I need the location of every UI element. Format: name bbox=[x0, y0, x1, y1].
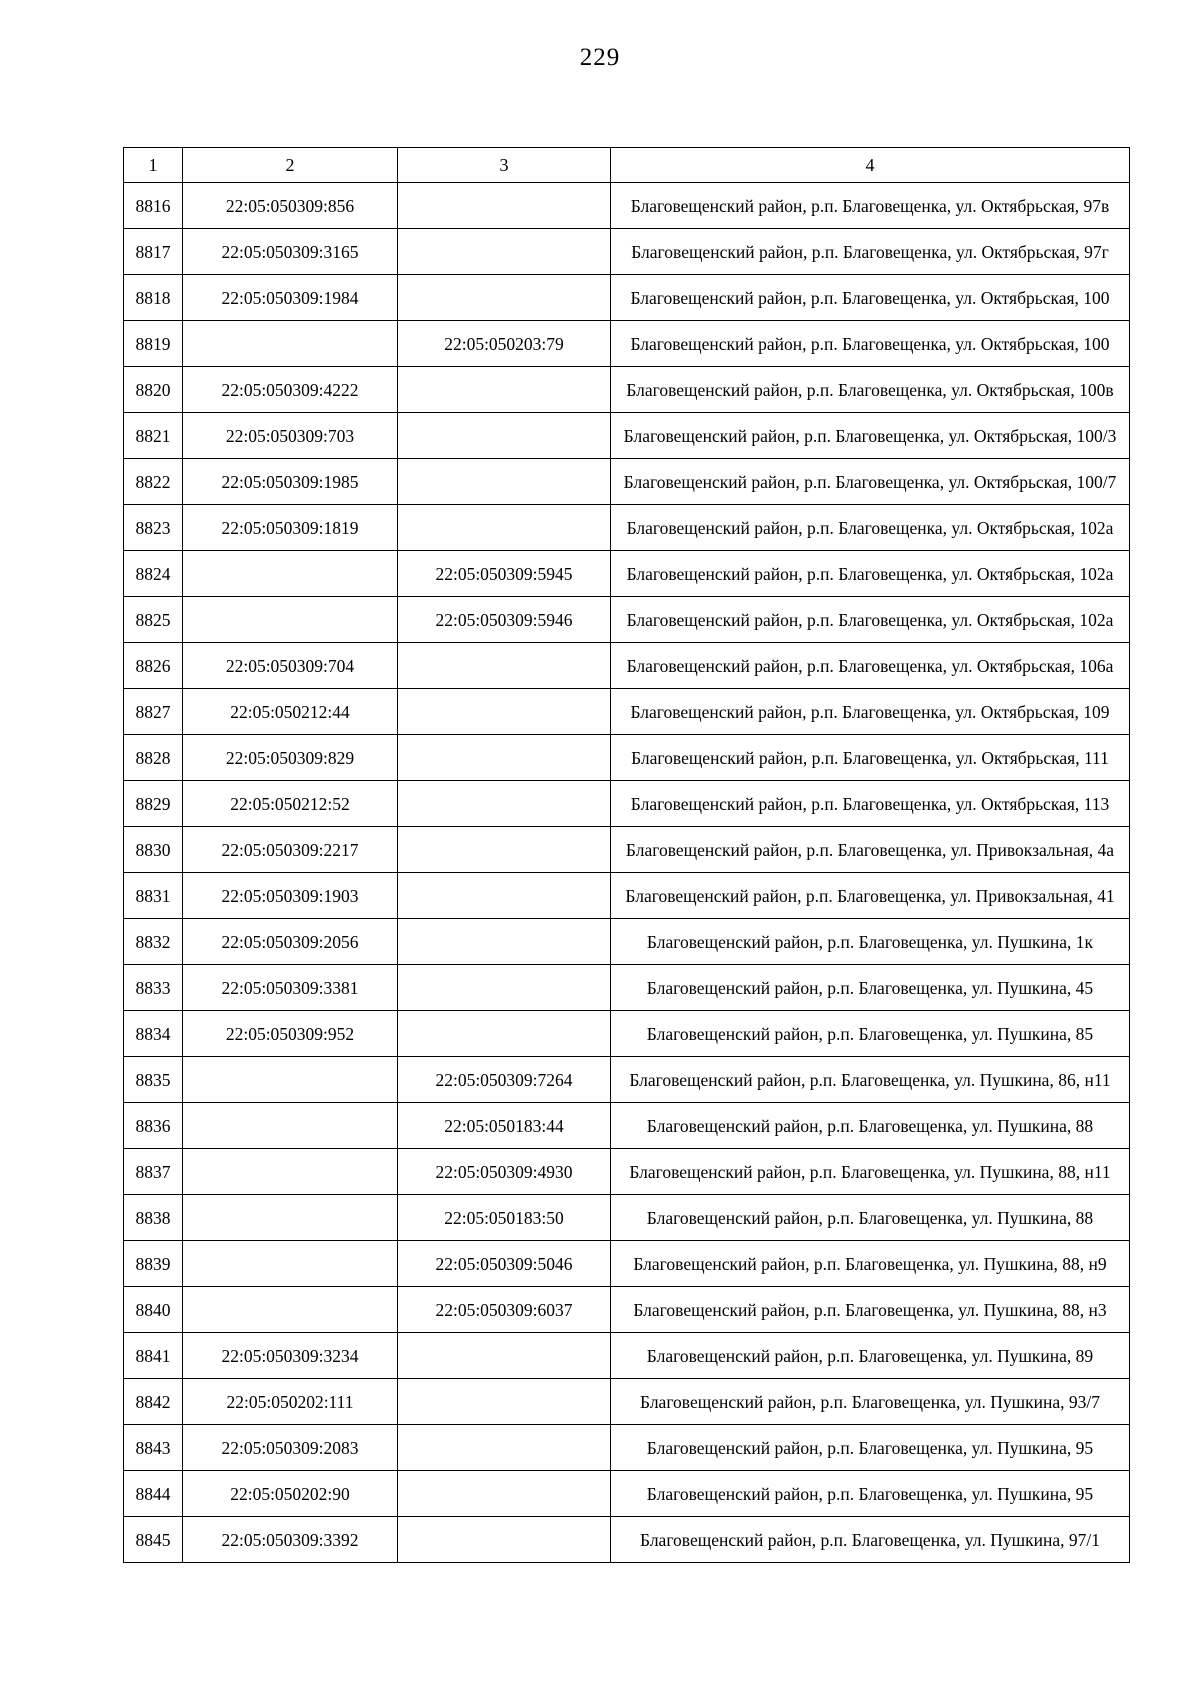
address-cell: Благовещенский район, р.п. Благовещенка, ул. Октябрьская, 102а bbox=[611, 551, 1130, 597]
row-number-cell: 8834 bbox=[124, 1011, 183, 1057]
cadastral-number-alt-cell bbox=[398, 827, 611, 873]
table-row bbox=[124, 1471, 1130, 1517]
row-number-cell: 8843 bbox=[124, 1425, 183, 1471]
row-number-cell: 8828 bbox=[124, 735, 183, 781]
row-number-cell: 8818 bbox=[124, 275, 183, 321]
table-row bbox=[124, 827, 1130, 873]
cadastral-number-alt-cell bbox=[398, 1011, 611, 1057]
cadastral-number-cell: 22:05:050309:3165 bbox=[183, 229, 398, 275]
row-number-cell: 8827 bbox=[124, 689, 183, 735]
row-number-cell: 8832 bbox=[124, 919, 183, 965]
row-number-cell: 8833 bbox=[124, 965, 183, 1011]
header-col-3: 3 bbox=[398, 148, 611, 183]
table-row bbox=[124, 367, 1130, 413]
cadastral-number-alt-cell: 22:05:050183:50 bbox=[398, 1195, 611, 1241]
cadastral-number-alt-cell bbox=[398, 183, 611, 229]
table-row bbox=[124, 1379, 1130, 1425]
row-number-cell: 8820 bbox=[124, 367, 183, 413]
cadastral-number-alt-cell bbox=[398, 275, 611, 321]
cadastral-number-alt-cell: 22:05:050309:4930 bbox=[398, 1149, 611, 1195]
table-row bbox=[124, 1195, 1130, 1241]
cadastral-number-alt-cell bbox=[398, 735, 611, 781]
row-number-cell: 8822 bbox=[124, 459, 183, 505]
address-cell: Благовещенский район, р.п. Благовещенка, ул. Октябрьская, 106а bbox=[611, 643, 1130, 689]
address-cell: Благовещенский район, р.п. Благовещенка, ул. Октябрьская, 100/7 bbox=[611, 459, 1130, 505]
table-row bbox=[124, 965, 1130, 1011]
cadastral-number-alt-cell bbox=[398, 1425, 611, 1471]
row-number-cell: 8844 bbox=[124, 1471, 183, 1517]
address-cell: Благовещенский район, р.п. Благовещенка, ул. Октябрьская, 113 bbox=[611, 781, 1130, 827]
cadastral-number-alt-cell: 22:05:050309:5945 bbox=[398, 551, 611, 597]
cadastral-number-cell: 22:05:050309:703 bbox=[183, 413, 398, 459]
address-cell: Благовещенский район, р.п. Благовещенка, ул. Пушкина, 88 bbox=[611, 1195, 1130, 1241]
table-row bbox=[124, 229, 1130, 275]
address-cell: Благовещенский район, р.п. Благовещенка, ул. Пушкина, 88 bbox=[611, 1103, 1130, 1149]
address-cell: Благовещенский район, р.п. Благовещенка, ул. Пушкина, 1к bbox=[611, 919, 1130, 965]
cadastral-number-alt-cell bbox=[398, 459, 611, 505]
row-number-cell: 8826 bbox=[124, 643, 183, 689]
cadastral-number-alt-cell: 22:05:050309:7264 bbox=[398, 1057, 611, 1103]
page-number: 229 bbox=[579, 44, 621, 71]
cadastral-number-cell: 22:05:050309:3234 bbox=[183, 1333, 398, 1379]
cadastral-number-alt-cell: 22:05:050203:79 bbox=[398, 321, 611, 367]
cadastral-number-cell: 22:05:050202:111 bbox=[183, 1379, 398, 1425]
cadastral-number-alt-cell bbox=[398, 689, 611, 735]
cadastral-number-cell bbox=[183, 1241, 398, 1287]
cadastral-number-cell: 22:05:050309:2083 bbox=[183, 1425, 398, 1471]
address-cell: Благовещенский район, р.п. Благовещенка, ул. Пушкина, 86, н11 bbox=[611, 1057, 1130, 1103]
cadastral-number-cell: 22:05:050309:1985 bbox=[183, 459, 398, 505]
cadastral-number-cell bbox=[183, 1195, 398, 1241]
address-cell: Благовещенский район, р.п. Благовещенка, ул. Октябрьская, 100в bbox=[611, 367, 1130, 413]
cadastral-number-alt-cell bbox=[398, 965, 611, 1011]
cadastral-number-alt-cell bbox=[398, 367, 611, 413]
cadastral-number-alt-cell: 22:05:050309:5046 bbox=[398, 1241, 611, 1287]
table-row bbox=[124, 459, 1130, 505]
table-row bbox=[124, 643, 1130, 689]
table-row bbox=[124, 1241, 1130, 1287]
address-cell: Благовещенский район, р.п. Благовещенка, ул. Пушкина, 85 bbox=[611, 1011, 1130, 1057]
cadastral-number-alt-cell bbox=[398, 919, 611, 965]
cadastral-number-alt-cell bbox=[398, 505, 611, 551]
cadastral-number-cell bbox=[183, 1149, 398, 1195]
cadastral-number-alt-cell: 22:05:050309:6037 bbox=[398, 1287, 611, 1333]
cadastral-number-alt-cell: 22:05:050309:5946 bbox=[398, 597, 611, 643]
cadastral-number-alt-cell bbox=[398, 229, 611, 275]
cadastral-number-cell: 22:05:050212:44 bbox=[183, 689, 398, 735]
cadastral-number-cell bbox=[183, 1103, 398, 1149]
row-number-cell: 8819 bbox=[124, 321, 183, 367]
cadastral-number-alt-cell bbox=[398, 1379, 611, 1425]
cadastral-number-cell: 22:05:050309:4222 bbox=[183, 367, 398, 413]
row-number-cell: 8835 bbox=[124, 1057, 183, 1103]
table-row bbox=[124, 505, 1130, 551]
row-number-cell: 8836 bbox=[124, 1103, 183, 1149]
row-number-cell: 8825 bbox=[124, 597, 183, 643]
row-number-cell: 8837 bbox=[124, 1149, 183, 1195]
address-cell: Благовещенский район, р.п. Благовещенка, ул. Пушкина, 88, н9 bbox=[611, 1241, 1130, 1287]
table-row bbox=[124, 735, 1130, 781]
table-row bbox=[124, 275, 1130, 321]
cadastral-number-alt-cell bbox=[398, 781, 611, 827]
table-row bbox=[124, 1011, 1130, 1057]
cadastral-number-cell bbox=[183, 1287, 398, 1333]
table-row bbox=[124, 873, 1130, 919]
address-cell: Благовещенский район, р.п. Благовещенка, ул. Пушкина, 89 bbox=[611, 1333, 1130, 1379]
cadastral-number-cell: 22:05:050202:90 bbox=[183, 1471, 398, 1517]
header-col-1: 1 bbox=[124, 148, 183, 183]
cadastral-number-cell: 22:05:050309:3392 bbox=[183, 1517, 398, 1563]
address-cell: Благовещенский район, р.п. Благовещенка, ул. Пушкина, 88, н3 bbox=[611, 1287, 1130, 1333]
table-row bbox=[124, 321, 1130, 367]
table-row bbox=[124, 1517, 1130, 1563]
address-cell: Благовещенский район, р.п. Благовещенка, ул. Октябрьская, 100 bbox=[611, 321, 1130, 367]
registry-table bbox=[123, 147, 1130, 1563]
table-row bbox=[124, 781, 1130, 827]
cadastral-number-cell: 22:05:050309:3381 bbox=[183, 965, 398, 1011]
table-row bbox=[124, 1333, 1130, 1379]
row-number-cell: 8845 bbox=[124, 1517, 183, 1563]
cadastral-number-alt-cell bbox=[398, 873, 611, 919]
address-cell: Благовещенский район, р.п. Благовещенка, ул. Октябрьская, 100/3 bbox=[611, 413, 1130, 459]
address-cell: Благовещенский район, р.п. Благовещенка, ул. Привокзальная, 4а bbox=[611, 827, 1130, 873]
address-cell: Благовещенский район, р.п. Благовещенка, ул. Привокзальная, 41 bbox=[611, 873, 1130, 919]
table-row bbox=[124, 551, 1130, 597]
cadastral-number-cell: 22:05:050309:704 bbox=[183, 643, 398, 689]
cadastral-number-cell: 22:05:050212:52 bbox=[183, 781, 398, 827]
cadastral-number-cell: 22:05:050309:952 bbox=[183, 1011, 398, 1057]
cadastral-number-alt-cell: 22:05:050183:44 bbox=[398, 1103, 611, 1149]
row-number-cell: 8816 bbox=[124, 183, 183, 229]
cadastral-number-cell: 22:05:050309:2056 bbox=[183, 919, 398, 965]
cadastral-number-cell: 22:05:050309:1903 bbox=[183, 873, 398, 919]
row-number-cell: 8838 bbox=[124, 1195, 183, 1241]
table-row bbox=[124, 1103, 1130, 1149]
table-row bbox=[124, 1057, 1130, 1103]
row-number-cell: 8823 bbox=[124, 505, 183, 551]
header-col-4: 4 bbox=[611, 148, 1130, 183]
cadastral-number-alt-cell bbox=[398, 1333, 611, 1379]
address-cell: Благовещенский район, р.п. Благовещенка, ул. Октябрьская, 102а bbox=[611, 597, 1130, 643]
cadastral-number-cell: 22:05:050309:1819 bbox=[183, 505, 398, 551]
row-number-cell: 8840 bbox=[124, 1287, 183, 1333]
address-cell: Благовещенский район, р.п. Благовещенка, ул. Пушкина, 88, н11 bbox=[611, 1149, 1130, 1195]
row-number-cell: 8839 bbox=[124, 1241, 183, 1287]
address-cell: Благовещенский район, р.п. Благовещенка, ул. Октябрьская, 109 bbox=[611, 689, 1130, 735]
cadastral-number-alt-cell bbox=[398, 643, 611, 689]
address-cell: Благовещенский район, р.п. Благовещенка, ул. Пушкина, 95 bbox=[611, 1425, 1130, 1471]
table-row bbox=[124, 1149, 1130, 1195]
cadastral-number-cell bbox=[183, 1057, 398, 1103]
cadastral-number-cell: 22:05:050309:1984 bbox=[183, 275, 398, 321]
header-row bbox=[124, 148, 1130, 183]
row-number-cell: 8817 bbox=[124, 229, 183, 275]
address-cell: Благовещенский район, р.п. Благовещенка, ул. Пушкина, 95 bbox=[611, 1471, 1130, 1517]
address-cell: Благовещенский район, р.п. Благовещенка, ул. Октябрьская, 100 bbox=[611, 275, 1130, 321]
table-body bbox=[124, 183, 1130, 1563]
table-row bbox=[124, 183, 1130, 229]
table-row bbox=[124, 413, 1130, 459]
address-cell: Благовещенский район, р.п. Благовещенка, ул. Октябрьская, 111 bbox=[611, 735, 1130, 781]
cadastral-number-cell: 22:05:050309:2217 bbox=[183, 827, 398, 873]
address-cell: Благовещенский район, р.п. Благовещенка, ул. Октябрьская, 102а bbox=[611, 505, 1130, 551]
cadastral-number-cell bbox=[183, 551, 398, 597]
row-number-cell: 8821 bbox=[124, 413, 183, 459]
table-row bbox=[124, 1287, 1130, 1333]
cadastral-number-alt-cell bbox=[398, 413, 611, 459]
address-cell: Благовещенский район, р.п. Благовещенка, ул. Октябрьская, 97г bbox=[611, 229, 1130, 275]
table-row bbox=[124, 1425, 1130, 1471]
cadastral-number-alt-cell bbox=[398, 1471, 611, 1517]
table-row bbox=[124, 919, 1130, 965]
row-number-cell: 8841 bbox=[124, 1333, 183, 1379]
header-col-2: 2 bbox=[183, 148, 398, 183]
cadastral-number-cell: 22:05:050309:829 bbox=[183, 735, 398, 781]
row-number-cell: 8824 bbox=[124, 551, 183, 597]
cadastral-number-cell: 22:05:050309:856 bbox=[183, 183, 398, 229]
cadastral-number-cell bbox=[183, 321, 398, 367]
row-number-cell: 8829 bbox=[124, 781, 183, 827]
table-row bbox=[124, 689, 1130, 735]
table-row bbox=[124, 597, 1130, 643]
address-cell: Благовещенский район, р.п. Благовещенка, ул. Октябрьская, 97в bbox=[611, 183, 1130, 229]
row-number-cell: 8842 bbox=[124, 1379, 183, 1425]
cadastral-number-cell bbox=[183, 597, 398, 643]
address-cell: Благовещенский район, р.п. Благовещенка, ул. Пушкина, 97/1 bbox=[611, 1517, 1130, 1563]
row-number-cell: 8831 bbox=[124, 873, 183, 919]
row-number-cell: 8830 bbox=[124, 827, 183, 873]
address-cell: Благовещенский район, р.п. Благовещенка, ул. Пушкина, 93/7 bbox=[611, 1379, 1130, 1425]
cadastral-number-alt-cell bbox=[398, 1517, 611, 1563]
address-cell: Благовещенский район, р.п. Благовещенка, ул. Пушкина, 45 bbox=[611, 965, 1130, 1011]
